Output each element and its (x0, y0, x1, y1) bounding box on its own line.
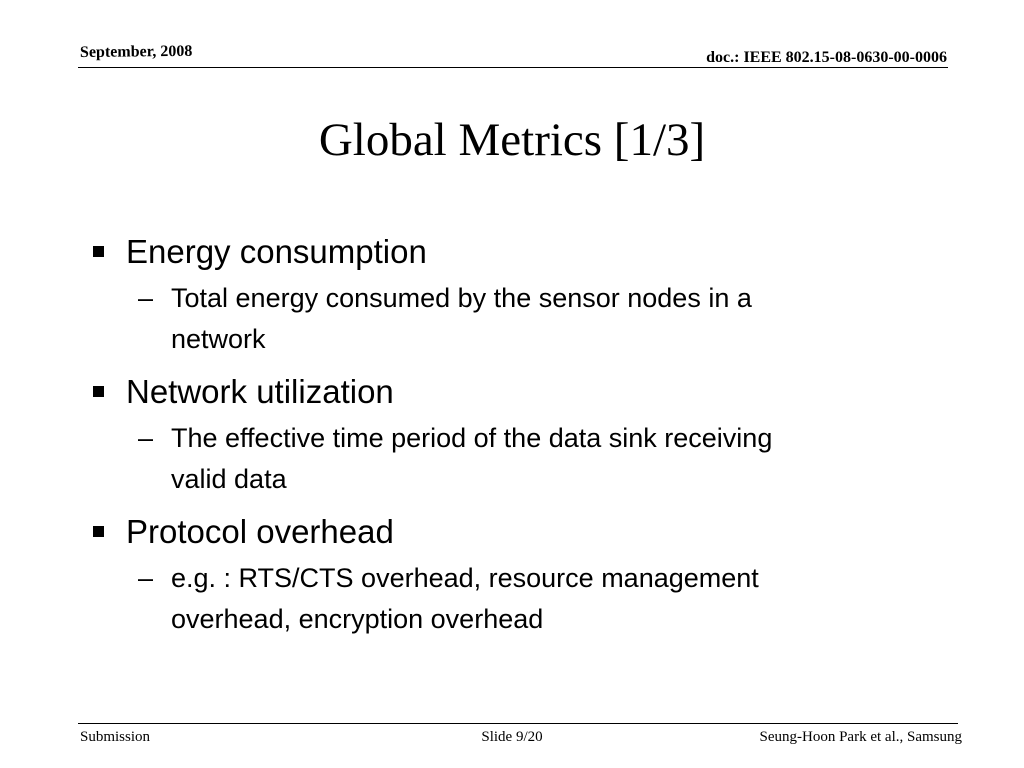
sub-bullet-line: valid data (171, 464, 287, 494)
square-bullet-icon (93, 246, 104, 257)
square-bullet-icon (93, 386, 104, 397)
bullet-text: Protocol overhead (126, 513, 394, 550)
header-rule (78, 67, 948, 68)
sub-bullet-line: The effective time period of the data sink receiving (171, 423, 773, 453)
sub-bullet-item (88, 278, 948, 360)
footer-rule (78, 723, 958, 724)
bullet-item (88, 232, 948, 272)
bullet-text: Energy consumption (126, 233, 427, 270)
bullet-list (88, 232, 948, 640)
dash-bullet: – (138, 563, 154, 593)
sub-bullet-item (88, 418, 948, 500)
square-bullet-icon (93, 526, 104, 537)
bullet-item (88, 372, 948, 412)
sub-bullet-line: network (171, 324, 266, 354)
sub-bullet-line: Total energy consumed by the sensor nodes in a (171, 283, 752, 313)
footer-submission: Submission (80, 729, 151, 745)
footer-slide-number: Slide 9/20 (481, 729, 543, 745)
dash-bullet: – (138, 423, 154, 453)
bullet-item (88, 512, 948, 552)
sub-bullet-line: overhead, encryption overhead (171, 604, 544, 634)
dash-bullet: – (138, 283, 154, 313)
header-doc-id: doc.: IEEE 802.15-08-0630-00-0006 (706, 49, 947, 66)
sub-bullet-line: e.g. : RTS/CTS overhead, resource management (171, 563, 759, 593)
header-date: September, 2008 (79, 42, 193, 61)
footer-author: Seung-Hoon Park et al., Samsung (759, 729, 962, 745)
sub-bullet-item (88, 558, 948, 640)
bullet-text: Network utilization (126, 373, 394, 410)
slide-title: Global Metrics [1/3] (318, 114, 706, 166)
